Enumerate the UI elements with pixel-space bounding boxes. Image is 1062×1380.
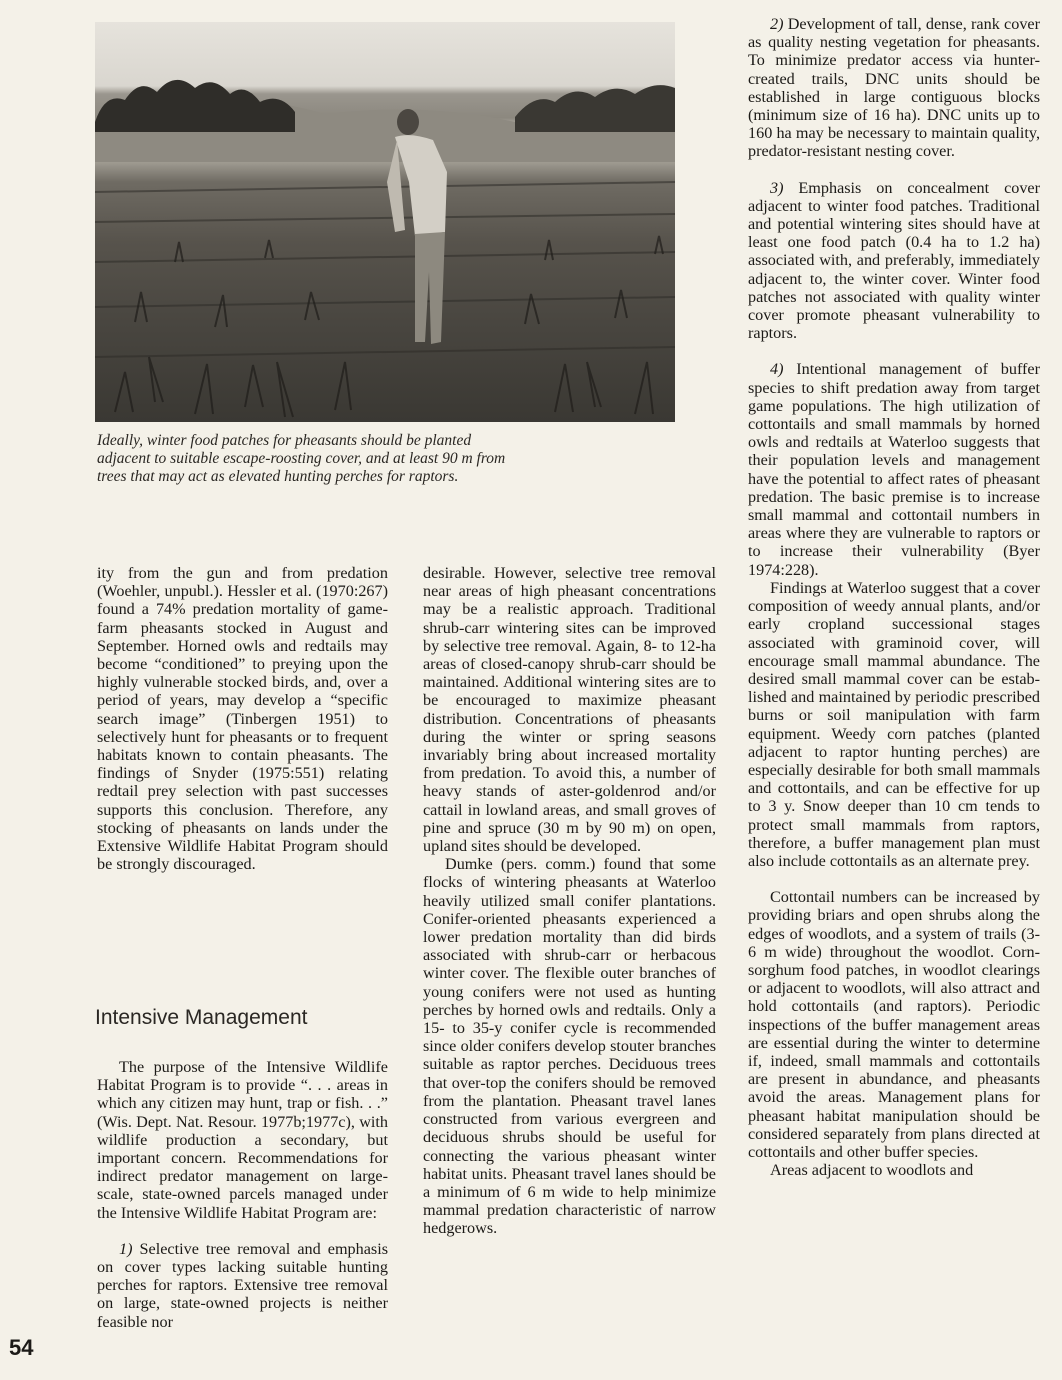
column-3-paragraph-woodlots: Areas adjacent to woodlots and bbox=[770, 1161, 974, 1180]
recommendation-4 bbox=[748, 360, 1040, 578]
recommendation-4-number: 4) bbox=[770, 360, 784, 379]
cornfield-photo bbox=[95, 22, 675, 422]
recommendation-1 bbox=[97, 1240, 388, 1331]
column-1 bbox=[97, 564, 388, 873]
column-3 bbox=[748, 15, 1040, 1179]
recommendation-3-number: 3) bbox=[770, 178, 784, 197]
column-2-paragraph-1: desirable. However, selective tree removal near areas of high pheasant concentrations may be a realistic approach. Traditional shrub-carr wintering sites can be improved by selective tree removal. Again, 8- to 12-ha areas of closed-canopy shrub-carr should be maintained. Additional wintering sites are to be encouraged to maximize pheasant distribution. Concentrations of pheasants during the winter or spring seasons invariably bring about increased mortality from predation. To avoid this, a number of heavy stands of aster-goldenrod and/or cattail in lowland areas, and small groves of pine and spruce (30 m by 90 m) on open, upland sites should be developed. bbox=[423, 564, 716, 856]
intensive-section-body bbox=[97, 1058, 388, 1331]
cornfield-illustration bbox=[95, 22, 675, 422]
recommendation-1-text: Selective tree removal and emphasis on cover types lacking suitable hunting perches for raptors. Extensive tree removal on large, state-owned projects is neither feasible nor bbox=[97, 1239, 388, 1331]
intensive-intro-paragraph: The purpose of the Intensive Wildlife Habitat Program is to provide “. . . areas in which any citizen may hunt, trap or fish. . .” (Wis. Dept. Nat. Resour. 1977b;1977c), with wildlife production a secondary, but important concern. Recommendations for indirect predator management on large-scale, state-owned parcels managed under the Intensive Wildlife Habitat Program are: bbox=[97, 1058, 388, 1222]
page-number: 54 bbox=[9, 1335, 34, 1360]
section-heading: Intensive Management bbox=[95, 1006, 308, 1029]
column-3-paragraph-findings: Findings at Waterloo suggest that a cover composition of weedy annual plants, and/or early cropland successional stages associated with graminoid cover, will encourage small mammal abundance. The desired small mammal cover can be established and maintained by periodic prescribed burns or soil manipulation with farm equipment. Weedy corn patches (planted adjacent to raptor hunting perches) are especially desirable for both small mammals and cottontails, and can be effective for up to 3 y. Snow deeper than 10 cm tends to protect small mammals from raptors, therefore, a buffer management plan must also include cottontails as an alternate prey. bbox=[748, 578, 1040, 870]
recommendation-3 bbox=[748, 179, 1040, 343]
recommendation-2 bbox=[748, 15, 1040, 161]
recommendation-4-text: Intentional management of buffer species to shift predation away from target game populations. The high utilization of cottontails and small mammals by horned owls and redtails at Waterloo suggests that their population levels and management have the potential to affect rates of pheasant predation. The basic premise is to increase small mammal and cottontail numbers in areas where they are vulnerable to raptors or to increase their vulnerability (Byer 1974:228). bbox=[748, 360, 1041, 579]
figure-caption: Ideally, winter food patches for pheasants should be planted adjacent to suitable escape-roosting cover, and at least 90 m from trees that may act as elevated hunting perches for raptors. bbox=[97, 432, 506, 485]
column-2 bbox=[423, 564, 716, 1238]
column-1-paragraph: ity from the gun and from predation (Woehler, unpubl.). Hessler et al. (1970:267) found a 74% predation mortality of game-farm pheasants stocked in August and September. Horned owls and redtails may become “conditioned” to preying upon the highly vulnerable stocked birds, and, over a period of years, may develop a “specific search image” (Tinbergen 1951) to selectively hunt for pheasants or to frequent habitats known to contain pheasants. The findings of Snyder (1975:551) relating redtail prey selection with past successes supports this conclusion. Therefore, any stocking of pheasants on lands under the Extensive Wildlife Habitat Program should be strongly discouraged. bbox=[97, 564, 388, 874]
recommendation-2-text: Development of tall, dense, rank cover as quality nesting vegetation for pheasants. To minimize predator access via hunter-created trails, DNC units should be established in large contiguous blocks (minimum size of 16 ha). DNC units up to 160 ha may be necessary to maintain quality, predator-resistant nesting cover. bbox=[748, 15, 1040, 161]
column-2-paragraph-2: Dumke (pers. comm.) found that some flocks of wintering pheasants at Waterloo heavily utilized small conifer plantations. Conifer-oriented pheasants experienced a lower predation mortality than did birds associated with shrub-carr or herbacous winter cover. The flexible outer branches of young conifers were not used as hunting perches by horned owls and redtails. Only a 15- to 35-y conifer cycle is recommended since older conifers develop stouter branches suitable as raptor perches. Deciduous trees that over-top the conifers should be removed from the plantation. Pheasant travel lanes constructed from various evergreen and deciduous shrubs should be useful for connecting the various pheasant winter habitat units. Pheasant travel lanes should be a minimum of 6 m wide to help minimize mammal predation characteristic of narrow hedgerows. bbox=[423, 855, 716, 1238]
recommendation-3-text: Emphasis on concealment cover adjacent to winter food patches. Traditional and potential wintering sites should have at least one food patch (0.4 ha to 1.2 ha) associated with, and preferably, immediately adjacent to, the winter cover. Winter food patches not associated with quality winter cover promote pheasant vulnerability to raptors. bbox=[748, 178, 1041, 343]
recommendation-1-number: 1) bbox=[119, 1239, 133, 1258]
recommendation-2-number: 2) bbox=[770, 15, 784, 33]
column-3-paragraph-cottontail: Cottontail numbers can be increased by providing briars and open shrubs along the edges of woodlots, and a system of trails (3-6 m wide) throughout the woodlot. Corn-sorghum food patches, in woodlot clearings or adjacent to woodlots, will also attract and hold cottontails (and raptors). Periodic inspections of the buffer management areas are essential during the winter to determine if, indeed, small mammals and cottontails are present in abundance, and pheasants avoid the areas. Management plans for pheasant habitat manipulation should be considered separately from plans directed at cottontails and other buffer species. bbox=[748, 888, 1040, 1161]
